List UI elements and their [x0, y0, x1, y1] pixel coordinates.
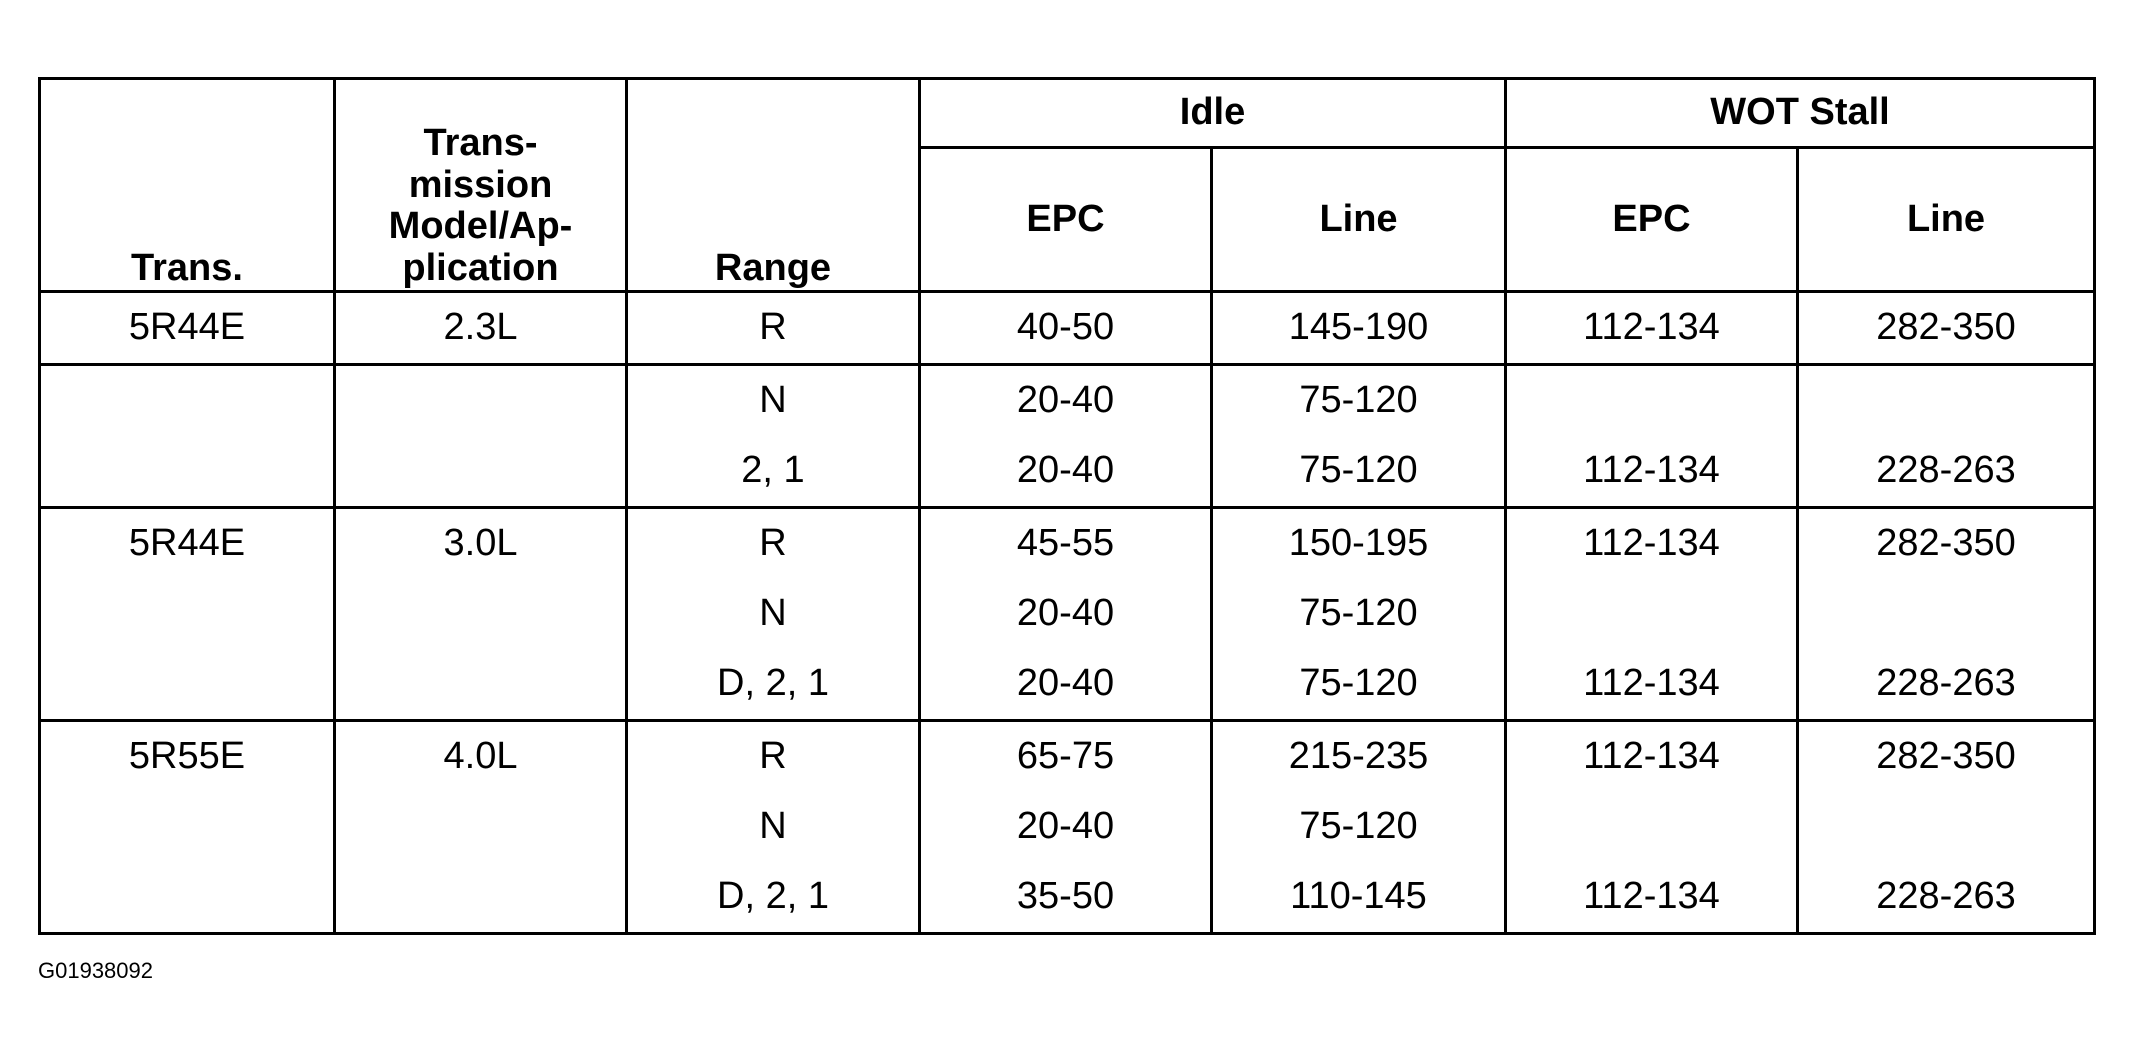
cell-trans: 5R44E: [40, 292, 335, 365]
cell-trans: 5R55E: [40, 721, 335, 793]
cell-trans: [40, 862, 335, 934]
cell-idle-epc: 20-40: [920, 649, 1212, 721]
cell-trans: [40, 792, 335, 862]
table-row: [40, 862, 2095, 934]
table-group: [40, 365, 2095, 508]
cell-model: [335, 649, 627, 721]
cell-range: N: [627, 579, 920, 649]
cell-range: D, 2, 1: [627, 649, 920, 721]
cell-range: D, 2, 1: [627, 862, 920, 934]
header-wot-epc: EPC: [1506, 148, 1798, 292]
cell-wot-epc: 112-134: [1506, 292, 1798, 365]
table-group: [40, 508, 2095, 721]
header-idle-epc: EPC: [920, 148, 1212, 292]
table-header: [40, 79, 2095, 292]
cell-idle-line: 150-195: [1212, 508, 1506, 580]
cell-wot-epc: [1506, 365, 1798, 437]
cell-wot-line: [1798, 579, 2095, 649]
table-row: [40, 365, 2095, 437]
figure-id: G01938092: [38, 958, 153, 983]
table-row: [40, 508, 2095, 580]
cell-idle-epc: 45-55: [920, 508, 1212, 580]
header-wot-line: Line: [1798, 148, 2095, 292]
cell-model: [335, 862, 627, 934]
cell-idle-epc: 20-40: [920, 365, 1212, 437]
cell-trans: [40, 436, 335, 508]
cell-wot-line: [1798, 792, 2095, 862]
cell-idle-line: 145-190: [1212, 292, 1506, 365]
cell-wot-line: [1798, 365, 2095, 437]
header-model-application: [335, 79, 627, 292]
header-model-line: Trans-: [423, 121, 538, 164]
cell-wot-line: 282-350: [1798, 508, 2095, 580]
table-group: [40, 292, 2095, 365]
cell-wot-epc: 112-134: [1506, 721, 1798, 793]
cell-idle-line: 215-235: [1212, 721, 1506, 793]
cell-model: [335, 579, 627, 649]
cell-idle-line: 75-120: [1212, 649, 1506, 721]
cell-idle-epc: 20-40: [920, 436, 1212, 508]
header-wot-stall: WOT Stall: [1506, 79, 2095, 148]
cell-wot-epc: 112-134: [1506, 436, 1798, 508]
cell-wot-epc: 112-134: [1506, 508, 1798, 580]
cell-idle-line: 75-120: [1212, 792, 1506, 862]
cell-range: N: [627, 365, 920, 437]
cell-idle-epc: 40-50: [920, 292, 1212, 365]
cell-idle-epc: 20-40: [920, 579, 1212, 649]
cell-wot-line: 228-263: [1798, 436, 2095, 508]
table-row: [40, 436, 2095, 508]
table-row: [40, 721, 2095, 793]
table-row: [40, 579, 2095, 649]
cell-model: 2.3L: [335, 292, 627, 365]
table-row: [40, 649, 2095, 721]
cell-wot-line: 228-263: [1798, 862, 2095, 934]
pressure-spec-table: [38, 77, 2096, 935]
header-idle-line: Line: [1212, 148, 1506, 292]
cell-model: 4.0L: [335, 721, 627, 793]
cell-range: R: [627, 508, 920, 580]
cell-idle-line: 75-120: [1212, 579, 1506, 649]
header-model-line: Model/Ap-: [388, 205, 573, 248]
cell-model: [335, 436, 627, 508]
header-model-line: mission: [408, 163, 553, 206]
cell-idle-epc: 20-40: [920, 792, 1212, 862]
cell-trans: [40, 649, 335, 721]
cell-trans: 5R44E: [40, 508, 335, 580]
cell-trans: [40, 365, 335, 437]
cell-trans: [40, 579, 335, 649]
header-idle: Idle: [920, 79, 1506, 148]
table-row: [40, 792, 2095, 862]
table-row: [40, 292, 2095, 365]
cell-model: [335, 365, 627, 437]
cell-model: [335, 792, 627, 862]
cell-wot-line: 228-263: [1798, 649, 2095, 721]
cell-range: R: [627, 721, 920, 793]
cell-idle-epc: 35-50: [920, 862, 1212, 934]
cell-wot-line: 282-350: [1798, 292, 2095, 365]
cell-range: R: [627, 292, 920, 365]
cell-model: 3.0L: [335, 508, 627, 580]
cell-idle-line: 110-145: [1212, 862, 1506, 934]
header-range: Range: [627, 79, 920, 292]
cell-wot-epc: [1506, 792, 1798, 862]
cell-wot-epc: 112-134: [1506, 862, 1798, 934]
header-model-line: plication: [402, 247, 559, 290]
cell-range: 2, 1: [627, 436, 920, 508]
cell-wot-line: 282-350: [1798, 721, 2095, 793]
cell-wot-epc: [1506, 579, 1798, 649]
cell-wot-epc: 112-134: [1506, 649, 1798, 721]
cell-range: N: [627, 792, 920, 862]
header-trans: Trans.: [40, 79, 335, 292]
cell-idle-epc: 65-75: [920, 721, 1212, 793]
table-group: [40, 721, 2095, 934]
cell-idle-line: 75-120: [1212, 365, 1506, 437]
cell-idle-line: 75-120: [1212, 436, 1506, 508]
